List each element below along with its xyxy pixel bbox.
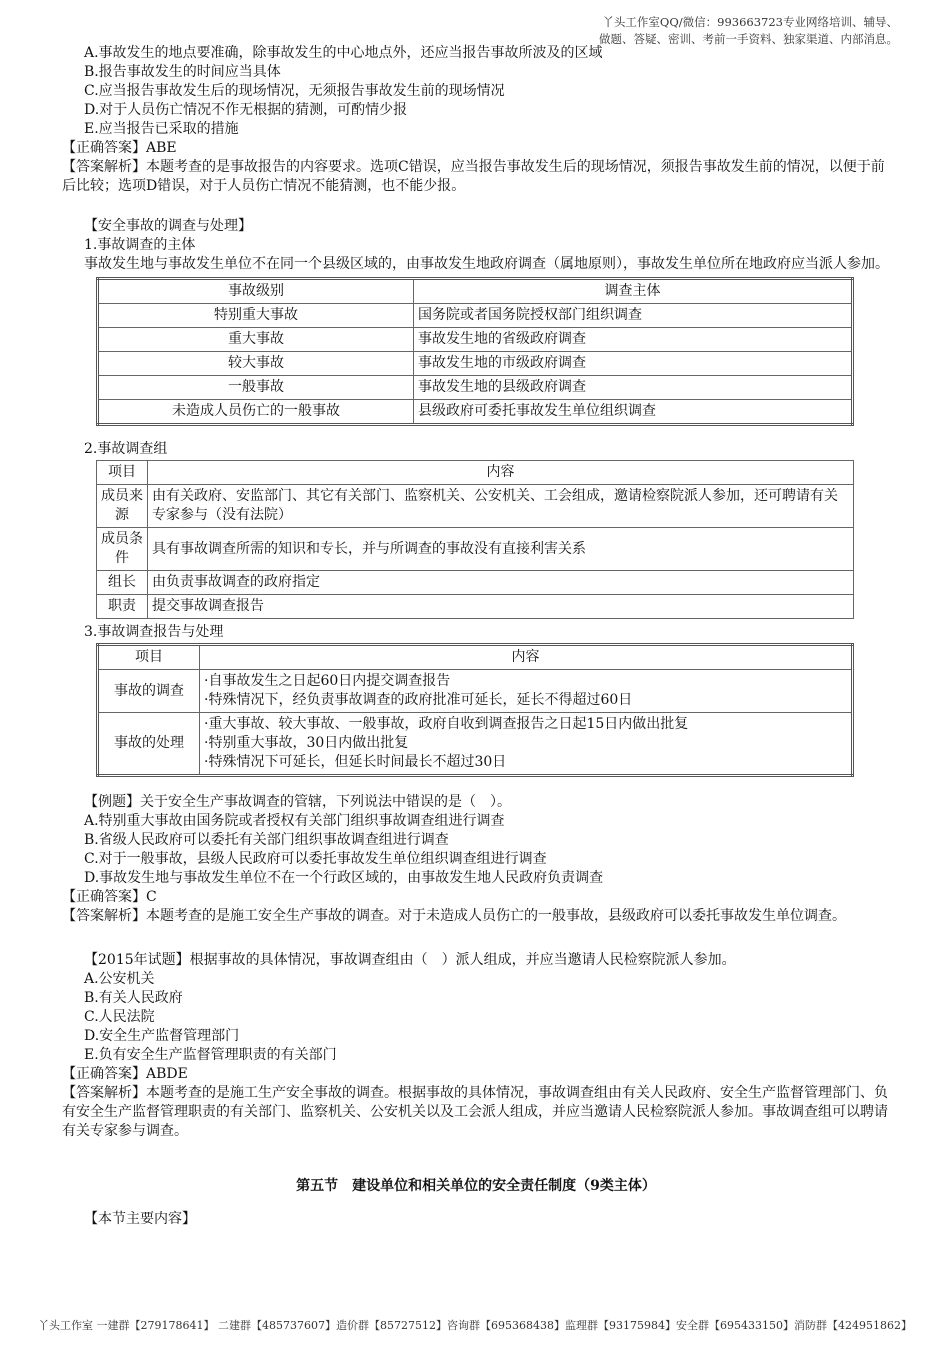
cell: 成员来源	[97, 485, 148, 528]
th-level: 事故级别	[98, 279, 414, 304]
table-header-row	[98, 279, 853, 304]
cell: 事故发生地的省级政府调查	[414, 328, 853, 352]
table-row	[98, 670, 853, 713]
q3-option-c: C.人民法院	[84, 1009, 155, 1025]
cell: 具有事故调查所需的知识和专长，并与所调查的事故没有直接利害关系	[148, 528, 854, 571]
s1-sub1: 1.事故调查的主体	[84, 237, 196, 253]
q1-analysis: 【答案解析】本题考查的是事故报告的内容要求。选项C错误，应当报告事故发生后的现场情况，须报告事故发生前的情况，以便于前后比较；选项D错误，对于人员伤亡情况不能猜测，也不能少报。	[62, 159, 885, 194]
investigation-team-table	[96, 460, 854, 619]
q1-option-e: E.应当报告已采取的措施	[84, 121, 239, 137]
cell	[200, 670, 853, 713]
q3-stem: 【2015年试题】根据事故的具体情况，事故调查组由（ ）派人组成，并应当邀请人民检察院派人参加。	[84, 952, 736, 968]
th-item: 项目	[98, 645, 200, 670]
q2-analysis: 【答案解析】本题考查的是施工安全生产事故的调查。对于未造成人员伤亡的一般事故，县级政府可以委托事故发生单位调查。	[62, 908, 846, 924]
cell-line: ·特殊情况下可延长，但延长时间最长不超过30日	[204, 754, 507, 770]
th-subject: 调查主体	[414, 279, 853, 304]
cell: 职责	[97, 595, 148, 619]
cell: 事故发生地的县级政府调查	[414, 376, 853, 400]
cell: 特别重大事故	[98, 304, 414, 328]
page-header	[599, 14, 898, 48]
q3-answer: 【正确答案】ABDE	[62, 1066, 188, 1082]
q3-option-d: D.安全生产监督管理部门	[84, 1028, 240, 1044]
s1-title: 【安全事故的调查与处理】	[84, 218, 252, 234]
cell: 较大事故	[98, 352, 414, 376]
q3-option-e: E.负有安全生产监督管理职责的有关部门	[84, 1047, 337, 1063]
q1-option-c: C.应当报告事故发生后的现场情况，无须报告事故发生前的现场情况	[84, 83, 505, 99]
section-sub: 【本节主要内容】	[84, 1211, 196, 1227]
th-content: 内容	[148, 461, 854, 485]
cell: 成员条件	[97, 528, 148, 571]
table-row	[98, 713, 853, 776]
s1-sub3: 3.事故调查报告与处理	[84, 624, 224, 640]
table-header-row	[97, 461, 854, 485]
table-row	[98, 376, 853, 400]
cell: 由负责事故调查的政府指定	[148, 571, 854, 595]
cell-line: ·自事故发生之日起60日内提交调查报告	[204, 673, 451, 689]
section-title: 第五节 建设单位和相关单位的安全责任制度（9类主体）	[296, 1178, 656, 1194]
page-footer: 丫头工作室 一建群【279178641】 二建群【485737607】造价群【85727512】咨询群【695368438】监理群【93175984】安全群【695433150】消防群【424951862】	[38, 1319, 912, 1332]
cell: 重大事故	[98, 328, 414, 352]
cell: 县级政府可委托事故发生单位组织调查	[414, 400, 853, 425]
q2-option-a: A.特别重大事故由国务院或者授权有关部门组织事故调查组进行调查	[84, 813, 505, 829]
cell: 事故的调查	[98, 670, 200, 713]
header-line-1: 丫头工作室QQ/微信：993663723专业网络培训、辅导、	[602, 15, 898, 29]
table-row	[97, 528, 854, 571]
cell	[200, 713, 853, 776]
q3-analysis: 【答案解析】本题考查的是施工生产安全事故的调查。根据事故的具体情况，事故调查组由有关人民政府、安全生产监督管理部门、负有安全生产监督管理职责的有关部门、监察机关、公安机关以及工会派人组成，并应当邀请人民检察院派人参加。事故调查组可以聘请有关专家参与调查。	[62, 1085, 888, 1139]
cell-line: ·特别重大事故，30日内做出批复	[204, 735, 409, 751]
table-header-row	[98, 645, 853, 670]
cell: 一般事故	[98, 376, 414, 400]
document-body	[62, 44, 890, 1229]
q2-option-c: C.对于一般事故，县级人民政府可以委托事故发生单位组织调查组进行调查	[84, 851, 547, 867]
investigation-subject-table	[96, 277, 854, 426]
table-row	[98, 400, 853, 425]
header-line-2: 做题、答疑、密训、考前一手资料、独家渠道、内部消息。	[599, 32, 898, 46]
table-row	[98, 328, 853, 352]
th-content: 内容	[200, 645, 853, 670]
q2-stem: 【例题】关于安全生产事故调查的管辖，下列说法中错误的是（ ）。	[84, 794, 511, 810]
table-row	[97, 571, 854, 595]
report-handling-table	[96, 643, 854, 777]
q3-option-a: A.公安机关	[84, 971, 155, 987]
q1-option-a: A.事故发生的地点要准确，除事故发生的中心地点外，还应当报告事故所波及的区域	[84, 45, 603, 61]
cell: 提交事故调查报告	[148, 595, 854, 619]
table-row	[98, 304, 853, 328]
cell: 由有关政府、安监部门、其它有关部门、监察机关、公安机关、工会组成，邀请检察院派人参加，还可聘请有关专家参与（没有法院）	[148, 485, 854, 528]
s1-sub2: 2.事故调查组	[84, 441, 168, 457]
s1-desc: 事故发生地与事故发生单位不在同一个县级区域的，由事故发生地政府调查（属地原则），事故发生单位所在地政府应当派人参加。	[84, 256, 889, 272]
table-row	[97, 595, 854, 619]
cell: 国务院或者国务院授权部门组织调查	[414, 304, 853, 328]
q2-option-d: D.事故发生地与事故发生单位不在一个行政区域的，由事故发生地人民政府负责调查	[84, 870, 604, 886]
q1-option-b: B.报告事故发生的时间应当具体	[84, 64, 281, 80]
cell: 组长	[97, 571, 148, 595]
cell: 事故发生地的市级政府调查	[414, 352, 853, 376]
q2-option-b: B.省级人民政府可以委托有关部门组织事故调查组进行调查	[84, 832, 449, 848]
th-item: 项目	[97, 461, 148, 485]
q3-option-b: B.有关人民政府	[84, 990, 183, 1006]
cell-line: ·特殊情况下，经负责事故调查的政府批准可延长，延长不得超过60日	[204, 692, 633, 708]
table-row	[97, 485, 854, 528]
cell-line: ·重大事故、较大事故、一般事故，政府自收到调查报告之日起15日内做出批复	[204, 716, 689, 732]
q1-option-d: D.对于人员伤亡情况不作无根据的猜测，可酌情少报	[84, 102, 408, 118]
cell: 未造成人员伤亡的一般事故	[98, 400, 414, 425]
q1-answer: 【正确答案】ABE	[62, 140, 177, 156]
q2-answer: 【正确答案】C	[62, 889, 157, 905]
cell: 事故的处理	[98, 713, 200, 776]
table-row	[98, 352, 853, 376]
